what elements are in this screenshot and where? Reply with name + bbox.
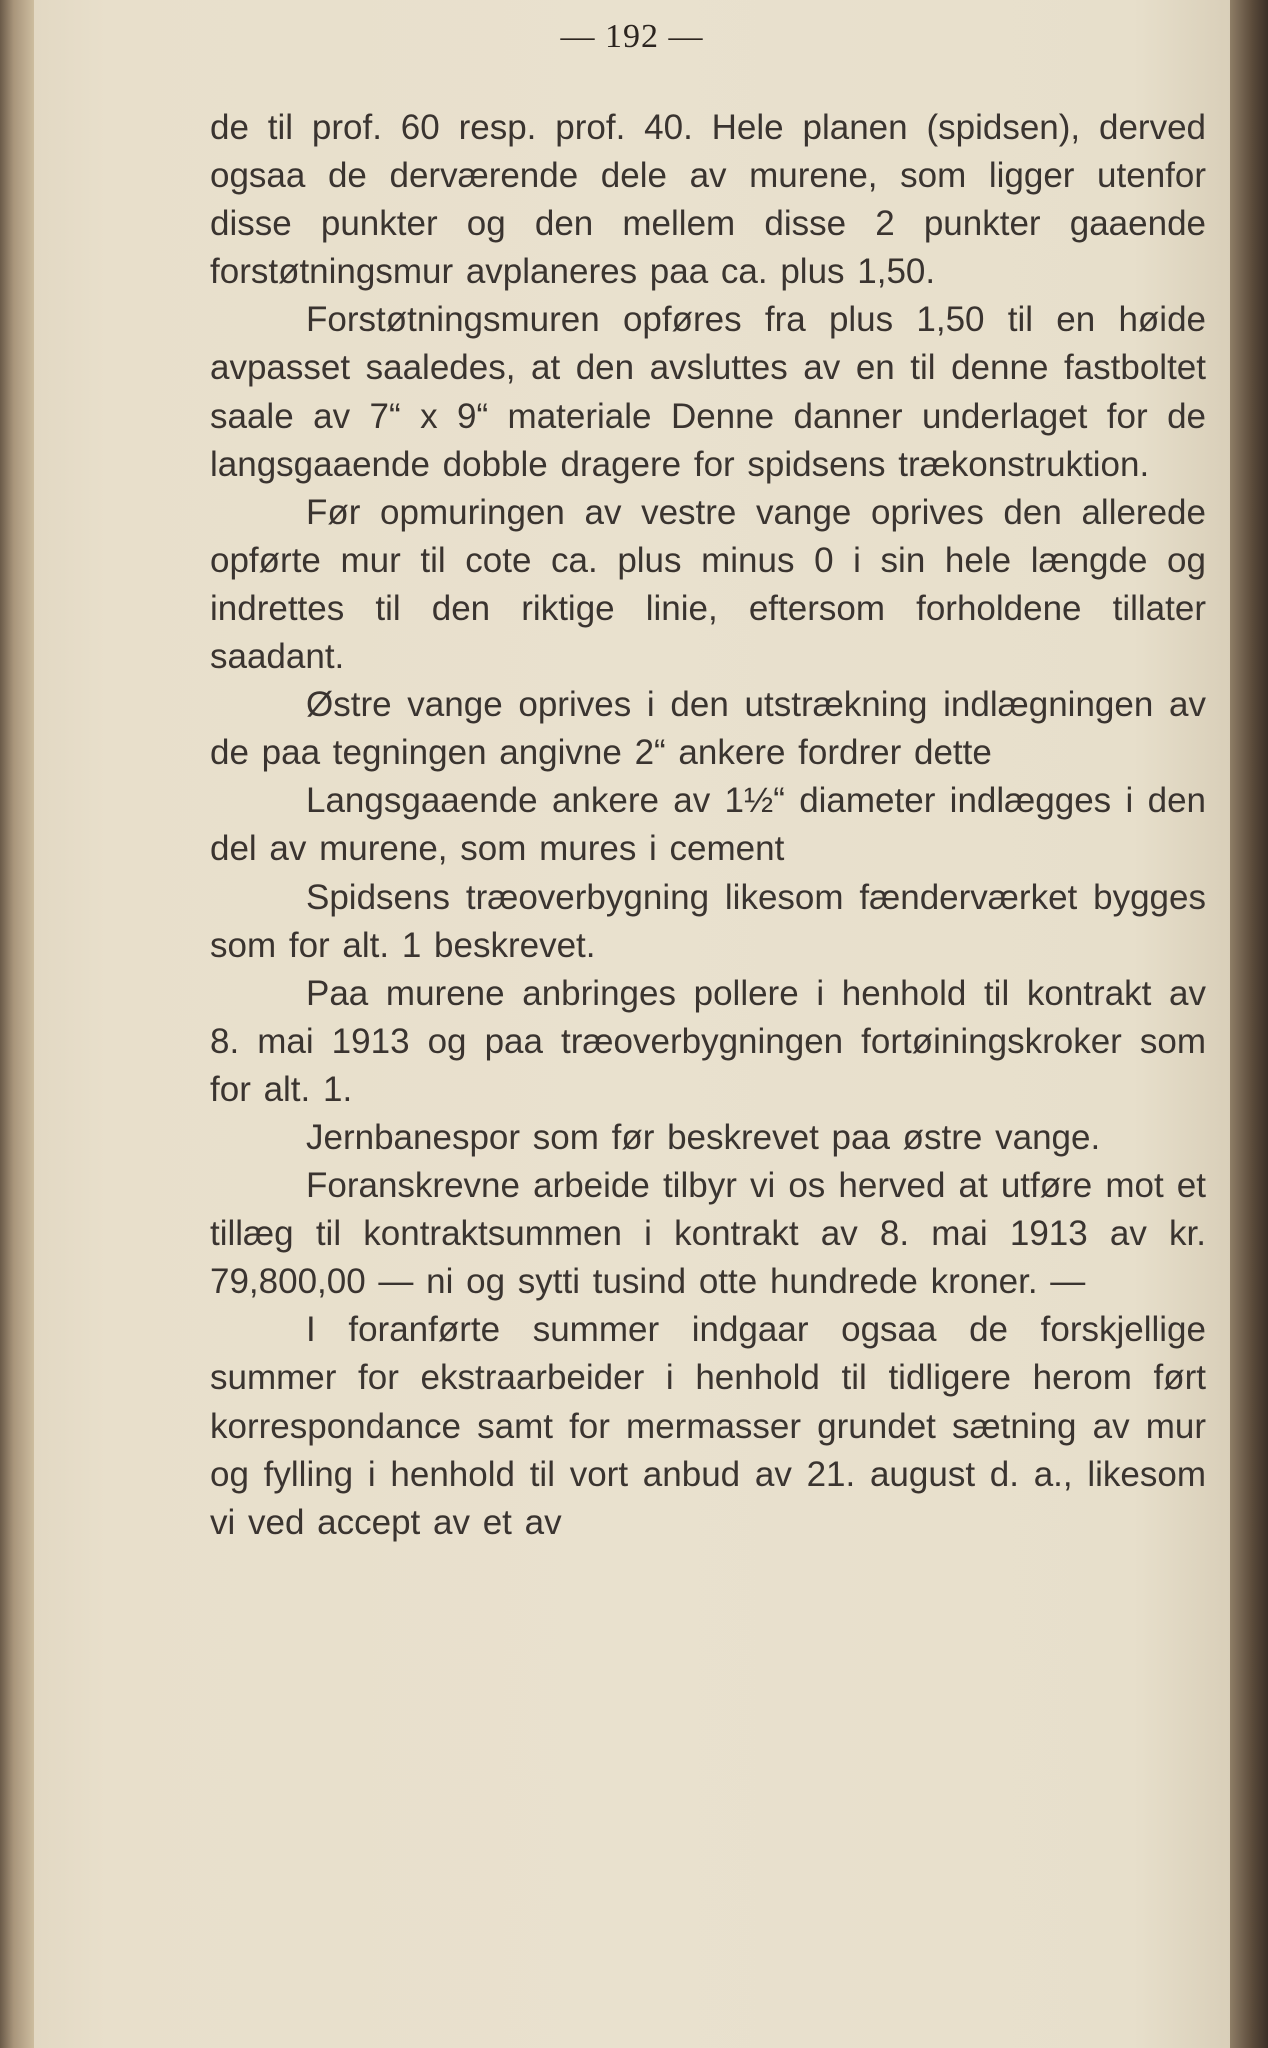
paragraph: de til prof. 60 resp. prof. 40. Hele planen (spidsen), derved ogsaa de derværende dele av murene, som ligger utenfor disse punkter og den mellem disse 2 punkter gaaende forstøtningsmur avplaneres paa ca. plus 1,50. bbox=[210, 108, 1206, 292]
paragraph: Jernbanespor som før beskrevet paa østre vange. bbox=[306, 1117, 1101, 1157]
paragraph: Østre vange oprives i den utstrækning indlægningen av de paa tegningen angivne 2“ ankere fordrer dette bbox=[210, 685, 1206, 773]
paragraph: I foranførte summer indgaar ogsaa de forskjellige summer for ekstraarbeider i henhold til tidligere herom ført korrespondance samt for mermasser grundet sætning av mur og fylling i henhold til vort anbud av 21. august d. a., likesom vi ved accept av et av bbox=[210, 1310, 1206, 1542]
paragraph: Forstøtningsmuren opføres fra plus 1,50 til en høide avpasset saaledes, at den avsluttes av en til denne fastboltet saale av 7“ x 9“ materiale Denne danner underlaget for de langsgaaende dobble dragere for spidsens trækonstruktion. bbox=[210, 300, 1206, 484]
book-page bbox=[34, 0, 1230, 2048]
paragraph: Før opmuringen av vestre vange oprives den allerede opførte mur til cote ca. plus minus 0 i sin hele længde og indrettes til den riktige linie, eftersom forholdene tillater saadant. bbox=[210, 492, 1206, 677]
paragraph: Spidsens træoverbygning likesom fænderværket bygges som for alt. 1 beskrevet. bbox=[210, 877, 1206, 965]
body-text bbox=[210, 104, 1206, 1547]
paragraph: Foranskrevne arbeide tilbyr vi os herved at utføre mot et tillæg til kontraktsummen i kontrakt av 8. mai 1913 av kr. 79,800,00 — ni og sytti tusind otte hundrede kroner. — bbox=[210, 1166, 1206, 1302]
page-right-edge bbox=[1230, 0, 1268, 2048]
paragraph: Langsgaaende ankere av 1½“ diameter indlægges i den del av murene, som mures i cement bbox=[210, 781, 1206, 869]
page-number: — 192 — bbox=[560, 18, 704, 55]
book-binding-edge bbox=[0, 0, 34, 2048]
paragraph: Paa murene anbringes pollere i henhold til kontrakt av 8. mai 1913 og paa træoverbygningen fortøiningskroker som for alt. 1. bbox=[210, 973, 1206, 1109]
